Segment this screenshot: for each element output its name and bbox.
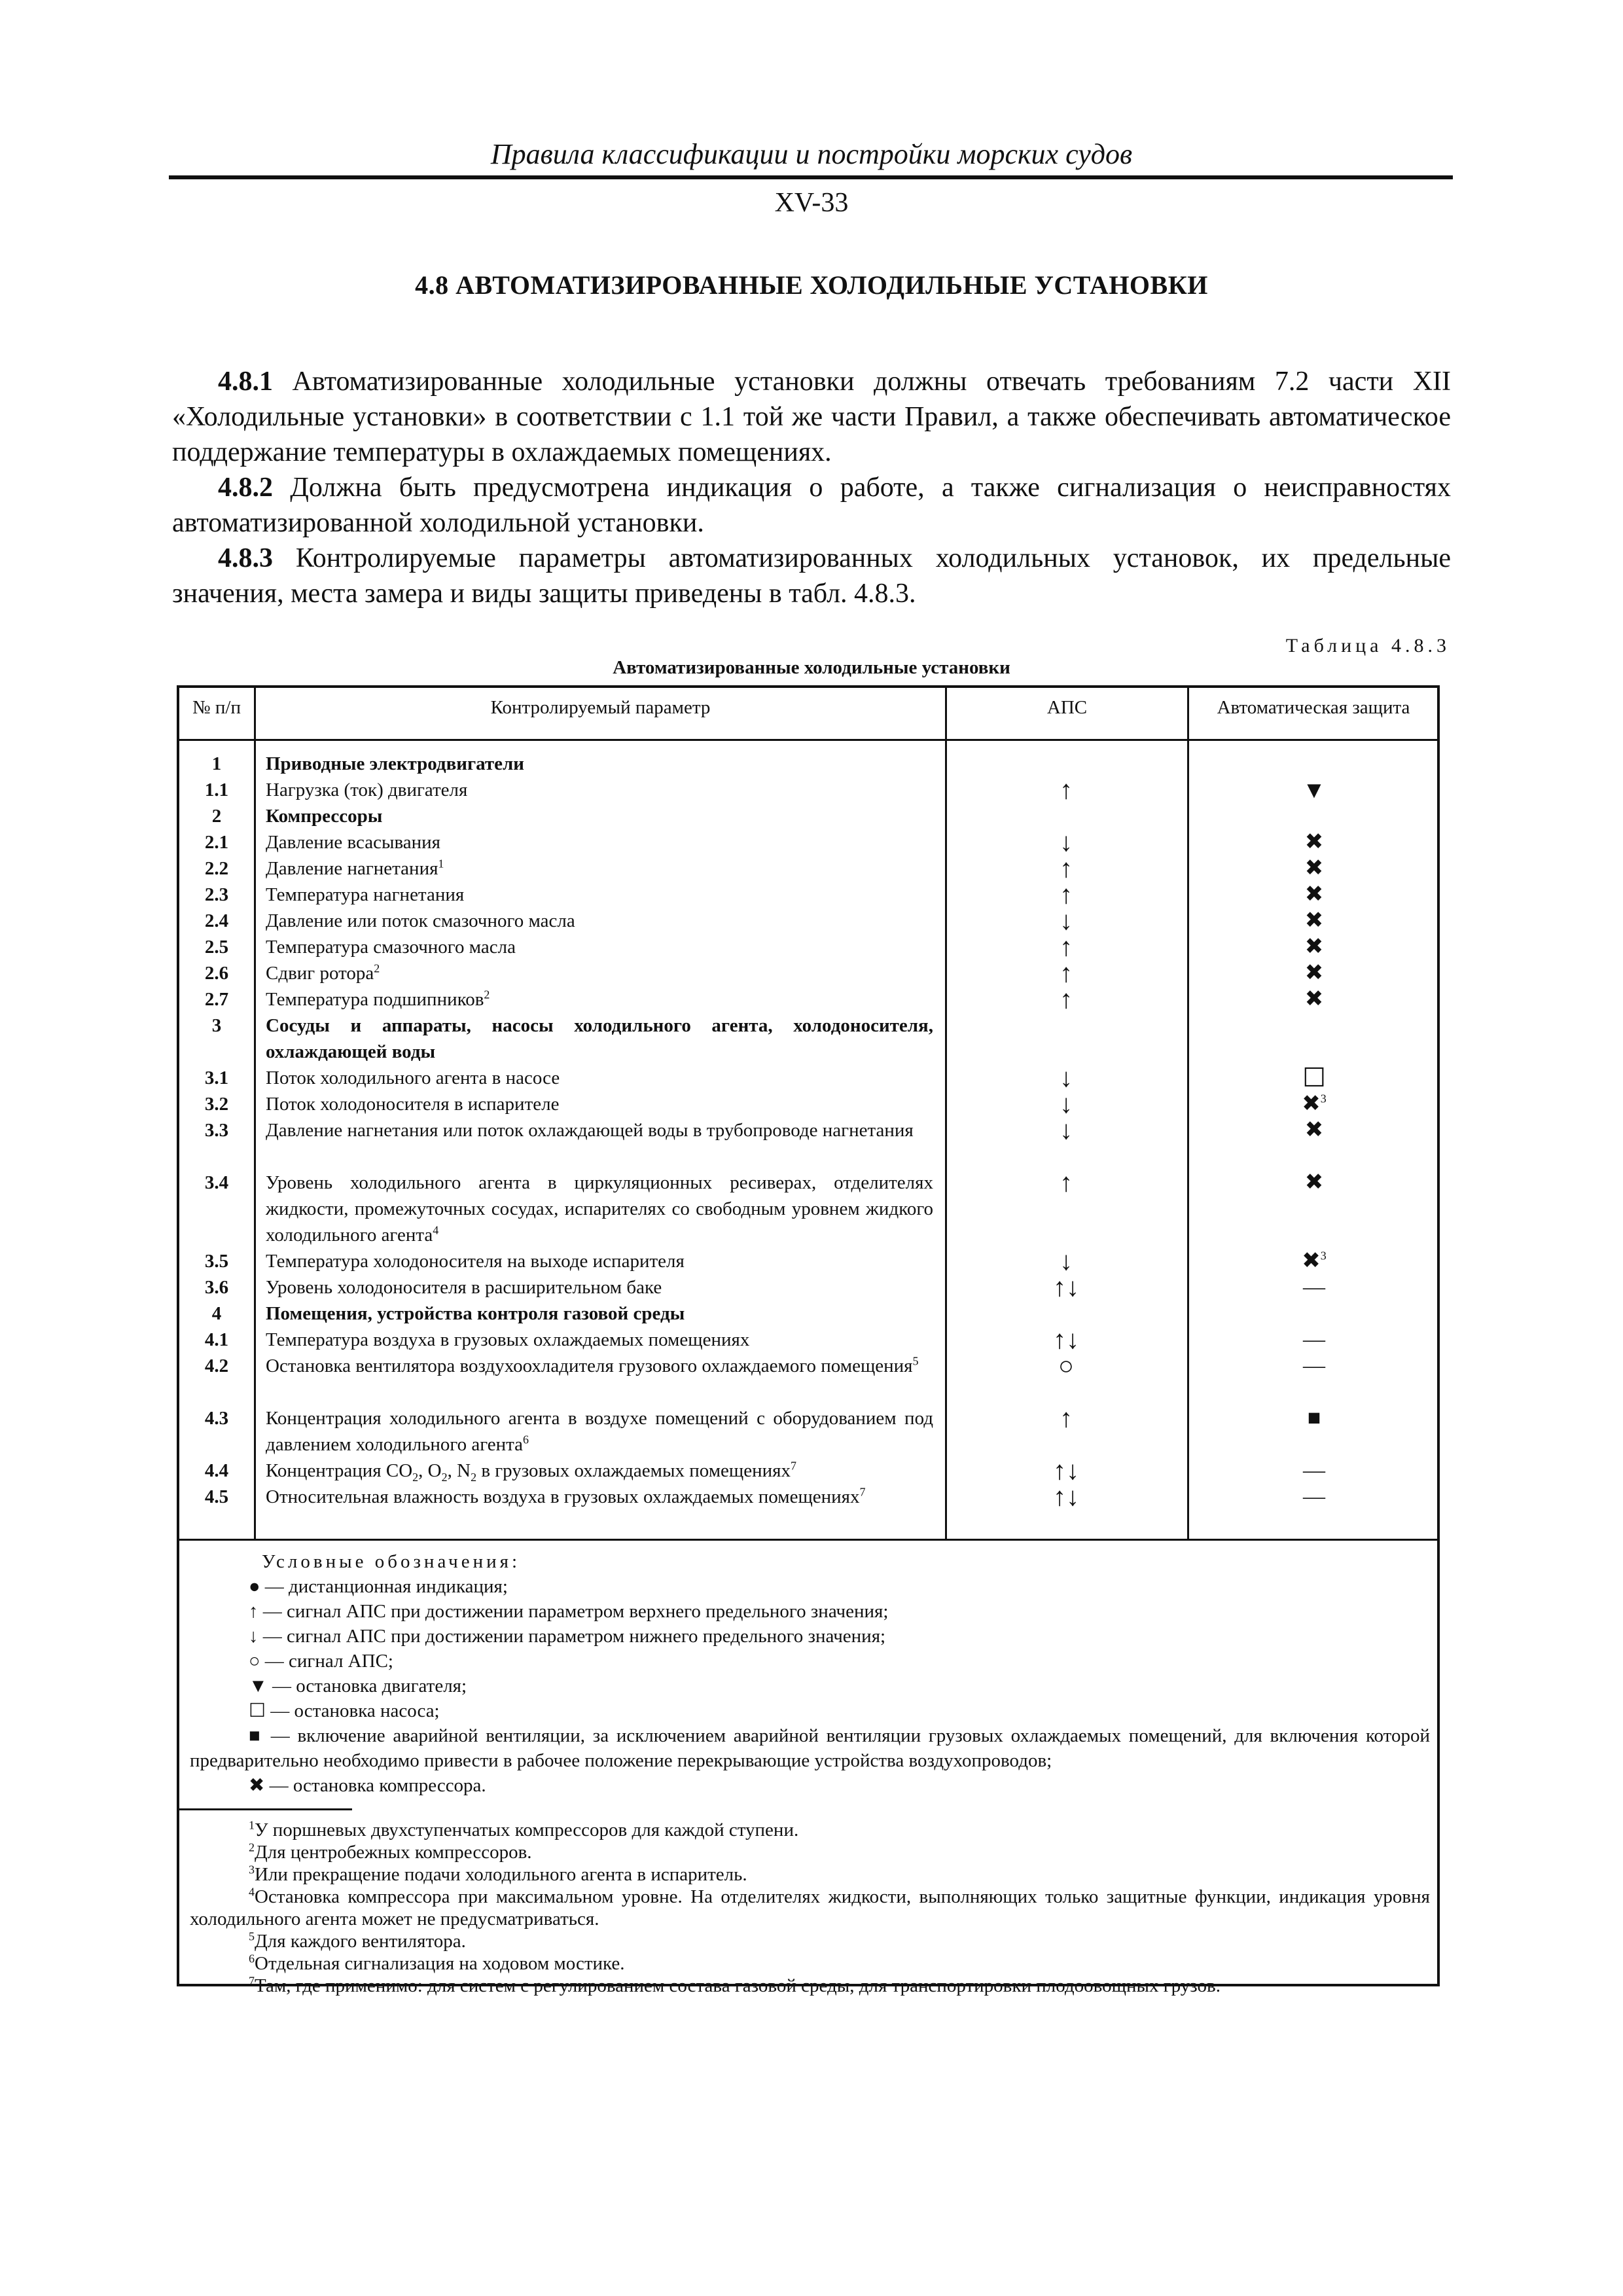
header-divider [179, 739, 1437, 741]
header-protection: Автоматическая защита [1217, 697, 1410, 718]
legend-item: ● — дистанционная индикация; [249, 1576, 508, 1597]
parameters-table [177, 685, 1440, 1996]
header-aps: АПС [1046, 697, 1088, 718]
footnotes [190, 1819, 1430, 1997]
running-header-title: Правила классификации и постройки морских судов [490, 138, 1133, 170]
emergency-ventilation-icon: ■ [1307, 1406, 1321, 1430]
row-param: Температура нагнетания [266, 884, 465, 905]
row-num: 4.1 [204, 1329, 229, 1350]
row-num: 2.5 [204, 937, 229, 958]
row-param: Концентрация холодильного агента в воздухе помещений с оборудованием под давлением холодильного агента$^6$ [266, 1408, 933, 1455]
row-num: 2.6 [204, 963, 229, 984]
paragraph-4-8-1 [172, 364, 1451, 470]
row-param: Нагрузка (ток) двигателя [266, 780, 468, 800]
footnote: $^4$Остановка компрессора при максимальном уровне. На отделителях жидкости, выполняющих только защитные функции, индикация уровня холодильного агента может не предусматриваться. [190, 1885, 1430, 1929]
compressor-stop-icon: ✖$^3$ [1302, 1092, 1327, 1116]
row-param: Температура воздуха в грузовых охлаждаемых помещениях [266, 1329, 750, 1350]
body-bottom-divider [179, 1539, 1437, 1541]
row-param: Сдвиг ротора$^2$ [266, 961, 380, 984]
legend-title: Условные обозначения: [262, 1551, 521, 1572]
footnote: $^1$У поршневых двухступенчатых компрессоров для каждой ступени. [249, 1818, 799, 1840]
row-num: 1 [211, 753, 222, 774]
legend-item: ↓ — сигнал АПС при достижении параметром нижнего предельного значения; [249, 1626, 886, 1647]
aps-up-arrow-icon: ↑ [1060, 775, 1073, 804]
footnote: $^2$Для центробежных компрессоров. [249, 1840, 532, 1863]
legend [190, 1549, 1430, 1798]
legend-item: ✖ — остановка компрессора. [249, 1775, 486, 1796]
paragraph-4-8-2 [172, 470, 1451, 541]
paragraph-number: 4.8.1 [218, 367, 273, 397]
aps-up-down-arrow-icon: ↑↓ [1053, 1482, 1079, 1511]
paragraph-text: Должна быть предусмотрена индикация о работе, а также сигнализация о неисправностях автоматизированной холодильной установки. [172, 473, 1451, 538]
footnote: $^3$Или прекращение подачи холодильного агента в испаритель. [249, 1863, 747, 1885]
row-group-title: Сосуды и аппараты, насосы холодильного агента, холодоносителя, охлаждающей воды [266, 1015, 933, 1062]
paragraph-text: Контролируемые параметры автоматизированных холодильных установок, их предельные значения, места замера и виды защиты приведены в табл. 4.8.3. [172, 543, 1451, 609]
compressor-stop-icon: ✖$^3$ [1302, 1249, 1327, 1273]
row-num: 2 [211, 806, 222, 827]
row-param: Давление всасывания [266, 832, 441, 853]
aps-down-arrow-icon: ↓ [1060, 827, 1073, 857]
row-param: Давление нагнетания или поток охлаждающей воды в трубопроводе нагнетания [266, 1120, 914, 1141]
section-title: 4.8 АВТОМАТИЗИРОВАННЫЕ ХОЛОДИЛЬНЫЕ УСТАНОВКИ [415, 270, 1208, 300]
row-num: 1.1 [204, 780, 229, 800]
row-param: Поток холодильного агента в насосе [266, 1067, 560, 1088]
paragraph-4-8-3 [172, 541, 1451, 611]
paragraph-text: Автоматизированные холодильные установки должны отвечать требованиям 7.2 части XII «Холодильные установки» в соответствии с 1.1 той же части Правил, а также обеспечивать автоматическое поддержание температуры в охлаждаемых помещениях. [172, 367, 1451, 467]
header-rule [169, 175, 1453, 179]
footnote-rule [179, 1808, 352, 1810]
row-num: 4.5 [204, 1486, 229, 1507]
compressor-stop-icon: ✖ [1304, 856, 1324, 880]
row-param: Давление или поток смазочного масла [266, 910, 575, 931]
compressor-stop-icon: ✖ [1304, 830, 1324, 854]
row-param: Остановка вентилятора воздухоохладителя грузового охлаждаемого помещения$^5$ [266, 1354, 919, 1376]
aps-down-arrow-icon: ↓ [1060, 1089, 1073, 1119]
aps-up-down-arrow-icon: ↑↓ [1053, 1456, 1079, 1485]
down-arrow-icon: ↓ [249, 1626, 259, 1647]
filled-square-icon: ■ [249, 1725, 264, 1746]
compressor-stop-icon: ✖ [1304, 1170, 1324, 1194]
row-param: Температура холодоносителя на выходе испарителя [266, 1251, 685, 1272]
row-group-title: Приводные электродвигатели [266, 753, 524, 774]
engine-stop-icon: ▼ [1302, 777, 1326, 803]
header-num: № п/п [192, 697, 241, 718]
col-divider [254, 688, 256, 1539]
row-num: 2.3 [204, 884, 229, 905]
aps-down-arrow-icon: ↓ [1060, 1246, 1073, 1276]
row-num: 4.2 [204, 1355, 229, 1376]
no-protection-dash: — [1303, 1275, 1325, 1299]
aps-down-arrow-icon: ↓ [1060, 1115, 1073, 1145]
no-protection-dash: — [1303, 1327, 1325, 1352]
row-param: Поток холодоносителя в испарителе [266, 1094, 560, 1115]
aps-up-arrow-icon: ↑ [1060, 880, 1073, 909]
row-num: 3.2 [204, 1094, 229, 1115]
legend-item: ▼ — остановка двигателя; [249, 1676, 467, 1696]
aps-up-down-arrow-icon: ↑↓ [1053, 1325, 1079, 1354]
row-num: 2.2 [204, 858, 229, 879]
legend-item: ↑ — сигнал АПС при достижении параметром верхнего предельного значения; [249, 1601, 889, 1622]
col-divider [1187, 688, 1189, 1539]
row-group-title: Компрессоры [266, 806, 383, 827]
row-num: 2.1 [204, 832, 229, 853]
triangle-down-icon: ▼ [249, 1676, 268, 1696]
compressor-stop-icon: ✖ [1304, 987, 1324, 1011]
row-param: Температура подшипников$^2$ [266, 988, 490, 1010]
remote-indication-icon: ● [249, 1576, 260, 1597]
row-num: 4.3 [204, 1408, 229, 1429]
table-label: Таблица 4.8.3 [1285, 635, 1450, 656]
header-param: Контролируемый параметр [490, 697, 711, 718]
row-num: 3.6 [204, 1277, 229, 1298]
square-outline-icon: ☐ [249, 1700, 266, 1721]
page-number: XV-33 [774, 188, 849, 218]
legend-item: ○ — сигнал АПС; [249, 1651, 393, 1672]
row-group-title: Помещения, устройства контроля газовой среды [266, 1303, 685, 1324]
aps-up-down-arrow-icon: ↑↓ [1053, 1272, 1079, 1302]
row-num: 4 [211, 1303, 222, 1324]
aps-up-arrow-icon: ↑ [1060, 1403, 1073, 1433]
cross-icon: ✖ [249, 1775, 265, 1796]
row-param: Уровень холодильного агента в циркуляционных ресиверах, отделителях жидкости, промежуточных сосудах, испарителях со свободным уровнем жидкого холодильного агента$^4$ [266, 1172, 933, 1246]
aps-up-arrow-icon: ↑ [1060, 1168, 1073, 1197]
table-caption: Автоматизированные холодильные установки [613, 657, 1010, 678]
no-protection-dash: — [1303, 1484, 1325, 1509]
aps-up-arrow-icon: ↑ [1060, 958, 1073, 988]
footnote: $^5$Для каждого вентилятора. [249, 1929, 466, 1952]
compressor-stop-icon: ✖ [1304, 908, 1324, 933]
aps-up-arrow-icon: ↑ [1060, 984, 1073, 1014]
footnote: $^6$Отдельная сигнализация на ходовом мостике. [249, 1952, 625, 1974]
legend-item: ☐ — остановка насоса; [249, 1700, 440, 1721]
aps-up-arrow-icon: ↑ [1060, 932, 1073, 961]
row-num: 4.4 [204, 1460, 229, 1481]
up-arrow-icon: ↑ [249, 1601, 259, 1622]
aps-down-arrow-icon: ↓ [1060, 906, 1073, 935]
row-param: Относительная влажность воздуха в грузовых охлаждаемых помещениях$^7$ [266, 1485, 866, 1507]
no-protection-dash: — [1303, 1354, 1325, 1378]
circle-icon: ○ [249, 1651, 260, 1672]
compressor-stop-icon: ✖ [1304, 882, 1324, 906]
row-num: 2.4 [204, 910, 229, 931]
row-num: 3.3 [204, 1120, 229, 1141]
pump-stop-icon: ☐ [1302, 1063, 1326, 1092]
aps-signal-circle-icon: ○ [1058, 1351, 1075, 1380]
row-num: 3 [211, 1015, 222, 1036]
paragraph-number: 4.8.3 [218, 543, 273, 573]
row-num: 3.1 [204, 1067, 229, 1088]
row-num: 2.7 [204, 989, 229, 1010]
no-protection-dash: — [1303, 1458, 1325, 1482]
aps-up-arrow-icon: ↑ [1060, 853, 1073, 883]
row-param: Концентрация $CO_2$, $O_2$, $N_2$ в грузовых охлаждаемых помещениях$^7$ [266, 1459, 796, 1484]
row-param: Уровень холодоносителя в расширительном баке [266, 1277, 662, 1298]
compressor-stop-icon: ✖ [1304, 961, 1324, 985]
legend-item: ■ — включение аварийной вентиляции, за исключением аварийной вентиляции грузовых охлаждаемых помещений, для включения которой предварительно необходимо привести в рабочее положение перекрывающие устройства воздухопроводов; [190, 1725, 1430, 1771]
aps-down-arrow-icon: ↓ [1060, 1063, 1073, 1092]
paragraph-number: 4.8.2 [218, 473, 273, 503]
compressor-stop-icon: ✖ [1304, 935, 1324, 959]
row-num: 3.4 [204, 1172, 229, 1193]
footnote: $^7$Там, где применимо: для систем с регулированием состава газовой среды, для транспортировки плодоовощных грузов. [249, 1974, 1221, 1996]
compressor-stop-icon: ✖ [1304, 1118, 1324, 1142]
row-param: Температура смазочного масла [266, 937, 516, 958]
row-param: Давление нагнетания$^1$ [266, 857, 444, 879]
row-num: 3.5 [204, 1251, 229, 1272]
